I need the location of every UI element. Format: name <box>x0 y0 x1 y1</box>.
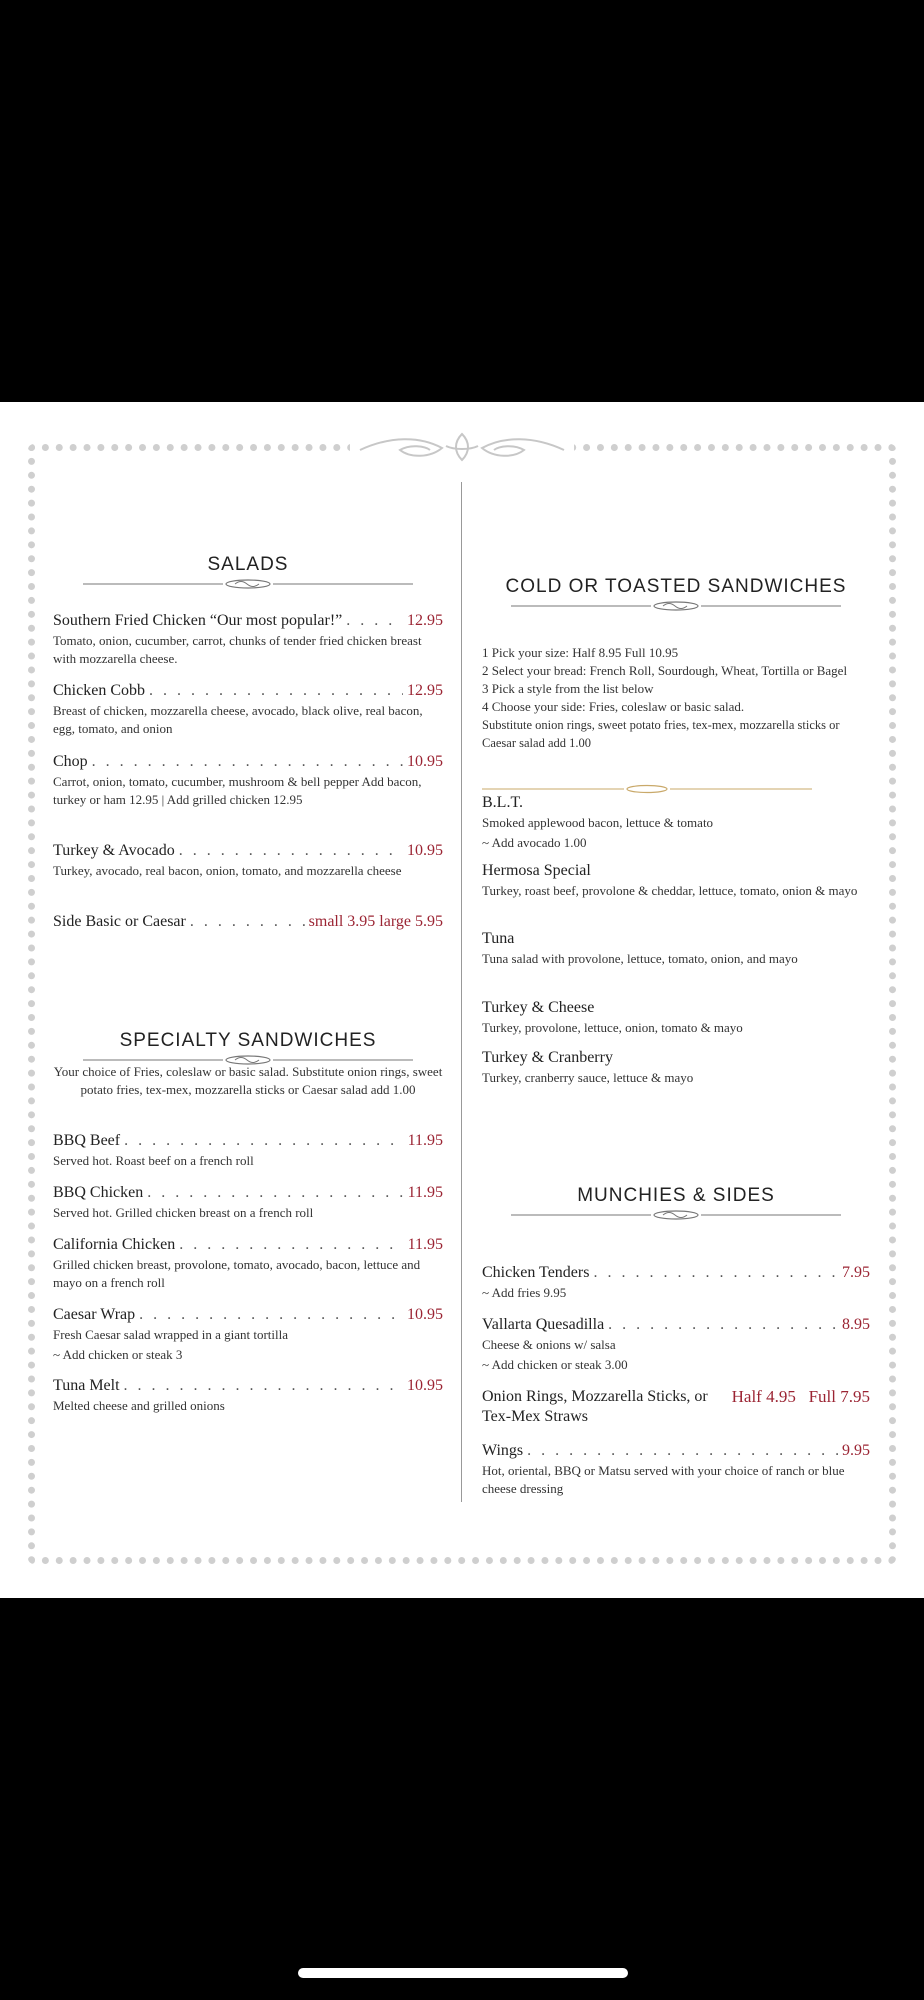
cold-title: COLD OR TOASTED SANDWICHES <box>505 576 847 597</box>
gold-rule-ornament <box>482 784 812 794</box>
item-description: Cheese & onions w/ salsa <box>482 1337 616 1352</box>
menu-item <box>53 612 443 668</box>
item-name: California Chicken <box>53 1236 176 1253</box>
item-price: 9.95 <box>842 1442 870 1459</box>
dot-leader <box>149 682 403 700</box>
item-description: Fresh Caesar salad wrapped in a giant tortilla <box>53 1327 289 1342</box>
item-description: Breast of chicken, mozzarella cheese, avocado, black olive, real bacon, egg, tomato, and onion <box>53 703 423 736</box>
step-2: 2 Select your bread: French Roll, Sourdough, Wheat, Tortilla or Bagel <box>482 663 848 678</box>
item-price: 10.95 <box>407 1306 443 1323</box>
specialty-title: SPECIALTY SANDWICHES <box>119 1030 377 1051</box>
item-name: Turkey & Cranberry <box>482 1049 613 1066</box>
dot-leader <box>139 1306 403 1324</box>
munchies-title: MUNCHIES & SIDES <box>577 1185 775 1206</box>
menu-item <box>53 682 443 738</box>
item-description: Tuna salad with provolone, lettuce, tomato, onion, and mayo <box>482 951 798 966</box>
item-description: Served hot. Grilled chicken breast on a french roll <box>53 1205 314 1220</box>
menu-item <box>482 862 870 900</box>
item-note: ~ Add avocado 1.00 <box>482 835 587 850</box>
dot-leader <box>147 1184 403 1202</box>
specialty-intro <box>53 1063 443 1099</box>
item-price: small 3.95 large 5.95 <box>308 913 443 930</box>
menu-item <box>53 1377 443 1415</box>
specialty-header <box>53 1030 443 1066</box>
item-name: Chicken Cobb <box>53 682 145 699</box>
dot-leader <box>593 1264 838 1282</box>
item-name: Vallarta Quesadilla <box>482 1316 605 1333</box>
item-name: Tuna Melt <box>53 1377 120 1394</box>
menu-item <box>482 1316 870 1374</box>
section-rule-ornament <box>83 578 413 590</box>
item-price: 11.95 <box>407 1236 443 1253</box>
dot-leader <box>527 1442 838 1460</box>
dot-leader <box>124 1132 403 1150</box>
specialty-intro-text: Your choice of Fries, coleslaw or basic salad. Substitute onion rings, sweet potato fries, tex-mex, mozzarella sticks or Caesar salad add 1.00 <box>53 1064 443 1097</box>
item-price: 7.95 <box>842 1264 870 1281</box>
item-price: 11.95 <box>407 1184 443 1201</box>
item-price: 10.95 <box>407 1377 443 1394</box>
item-description: Carrot, onion, tomato, cucumber, mushroom & bell pepper Add bacon, turkey or ham 12.95 | Add grilled chicken 12.95 <box>53 774 422 807</box>
menu-page <box>0 402 924 1598</box>
menu-item <box>53 1132 443 1170</box>
dot-leader <box>124 1377 403 1395</box>
item-name: Turkey & Avocado <box>53 842 175 859</box>
item-price: 8.95 <box>842 1316 870 1333</box>
dot-leader <box>346 612 403 630</box>
dot-leader <box>92 753 403 771</box>
item-description: Tomato, onion, cucumber, carrot, chunks of tender fried chicken breast with mozzarella cheese. <box>53 633 422 666</box>
step-substitute: Substitute onion rings, sweet potato fries, tex-mex, mozzarella sticks or Caesar salad add 1.00 <box>482 718 840 750</box>
menu-item <box>53 913 443 931</box>
item-name: Wings <box>482 1442 524 1459</box>
menu-item <box>482 794 870 852</box>
step-3: 3 Pick a style from the list below <box>482 681 654 696</box>
menu-item <box>53 753 443 809</box>
salads-title: SALADS <box>207 554 289 575</box>
item-note: ~ Add chicken or steak 3 <box>53 1347 183 1362</box>
menu-item <box>482 1442 870 1498</box>
dot-leader <box>190 913 305 931</box>
section-rule-ornament <box>511 1209 841 1221</box>
item-name: Turkey & Cheese <box>482 999 595 1016</box>
section-rule-ornament <box>511 600 841 612</box>
item-price: 10.95 <box>407 842 443 859</box>
item-description: Grilled chicken breast, provolone, tomato, avocado, bacon, lettuce and mayo on a french roll <box>53 1257 421 1290</box>
column-divider <box>461 482 462 1502</box>
dot-leader <box>179 1236 403 1254</box>
munchies-header <box>482 1185 870 1221</box>
item-name: Tuna <box>482 930 515 947</box>
item-name: Chicken Tenders <box>482 1264 590 1281</box>
item-name: Side Basic or Caesar <box>53 913 186 930</box>
step-4: 4 Choose your side: Fries, coleslaw or basic salad. <box>482 699 745 714</box>
item-name: Southern Fried Chicken “Our most popular!” <box>53 612 343 629</box>
item-description: Turkey, provolone, lettuce, onion, tomato & mayo <box>482 1020 743 1035</box>
menu-item <box>482 999 870 1037</box>
dot-leader <box>608 1316 838 1334</box>
cold-header <box>482 576 870 612</box>
item-note: ~ Add chicken or steak 3.00 <box>482 1357 628 1372</box>
menu-item <box>53 842 443 880</box>
top-flourish-ornament <box>350 428 574 468</box>
menu-item <box>482 1049 870 1087</box>
menu-item <box>53 1306 443 1364</box>
salads-header <box>53 554 443 590</box>
menu-item <box>482 1264 870 1302</box>
item-name: BBQ Beef <box>53 1132 121 1149</box>
item-description: Served hot. Roast beef on a french roll <box>53 1153 254 1168</box>
item-description: Turkey, avocado, real bacon, onion, tomato, and mozzarella cheese <box>53 863 402 878</box>
item-name: Onion Rings, Mozzarella Sticks, or Tex-Mex Straws <box>482 1388 708 1425</box>
order-steps <box>482 644 870 752</box>
item-price: 12.95 <box>407 612 443 629</box>
item-price: 11.95 <box>407 1132 443 1149</box>
step-1: 1 Pick your size: Half 8.95 Full 10.95 <box>482 645 679 660</box>
item-name: Caesar Wrap <box>53 1306 136 1323</box>
menu-item <box>482 930 870 968</box>
item-price: 12.95 <box>407 682 443 699</box>
item-name: Hermosa Special <box>482 862 591 879</box>
item-description: Turkey, cranberry sauce, lettuce & mayo <box>482 1070 694 1085</box>
item-price: Half 4.95 Full 7.95 <box>731 1387 870 1406</box>
menu-item <box>53 1184 443 1222</box>
item-description: Melted cheese and grilled onions <box>53 1398 225 1413</box>
item-description: Turkey, roast beef, provolone & cheddar, lettuce, tomato, onion & mayo <box>482 883 858 898</box>
home-indicator[interactable] <box>298 1968 628 1978</box>
item-price: 10.95 <box>407 753 443 770</box>
menu-item <box>482 1387 870 1427</box>
item-name: BBQ Chicken <box>53 1184 144 1201</box>
item-name: Chop <box>53 753 88 770</box>
item-description: Hot, oriental, BBQ or Matsu served with your choice of ranch or blue cheese dressing <box>482 1463 845 1496</box>
item-description: Smoked applewood bacon, lettuce & tomato <box>482 815 714 830</box>
item-name: B.L.T. <box>482 794 524 811</box>
item-note: ~ Add fries 9.95 <box>482 1285 567 1300</box>
menu-item <box>53 1236 443 1292</box>
dot-leader <box>179 842 403 860</box>
